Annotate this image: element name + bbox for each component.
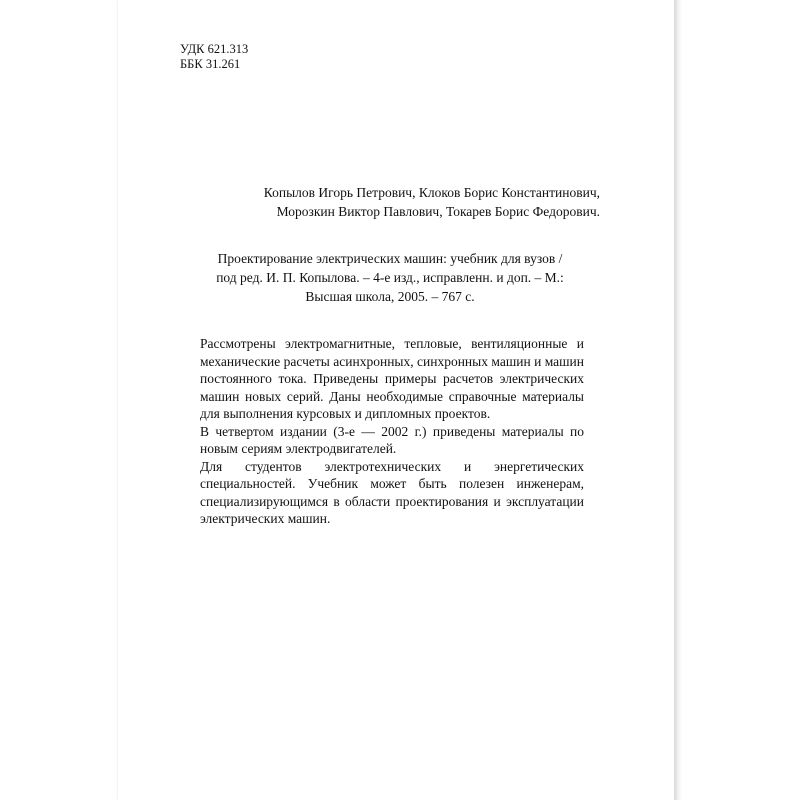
citation-line-3: Высшая школа, 2005. – 767 с. <box>305 289 475 304</box>
citation-line-2: под ред. И. П. Копылова. – 4-е изд., исправленн. и доп. – М.: <box>216 270 564 285</box>
page-edge-shadow <box>674 0 682 800</box>
udk-code: УДК 621.313 <box>180 42 249 56</box>
authors-line-1: Копылов Игорь Петрович, Клоков Борис Константинович, <box>263 185 600 200</box>
citation-line-1: Проектирование электрических машин: учебник для вузов / <box>217 251 563 266</box>
bbk-code: ББК 31.261 <box>180 57 241 71</box>
annotation-paragraph-1: Рассмотрены электромагнитные, тепловые, вентиляционные и механические расчеты асинхронных, синхронных машин и машин постоянного тока. Приведены примеры расчетов электрических машин новых серий. Даны необходимые справочные материалы для выполнения курсовых и дипломных проектов. <box>200 336 584 421</box>
authors-block <box>180 183 600 221</box>
bibliographic-citation <box>180 249 600 306</box>
classification-codes <box>180 42 248 72</box>
annotation-block <box>200 335 584 528</box>
annotation-paragraph-3: Для студентов электротехнических и энергетических специальностей. Учебник может быть полезен инженерам, специализирующимся в области проектирования и эксплуатации электрических машин. <box>200 458 584 526</box>
annotation-paragraph-2: В четвертом издании (3-е — 2002 г.) приведены материалы по новым сериям электродвигателей. <box>200 423 584 456</box>
authors-line-2: Морозкин Виктор Павлович, Токарев Борис Федорович. <box>276 204 600 219</box>
